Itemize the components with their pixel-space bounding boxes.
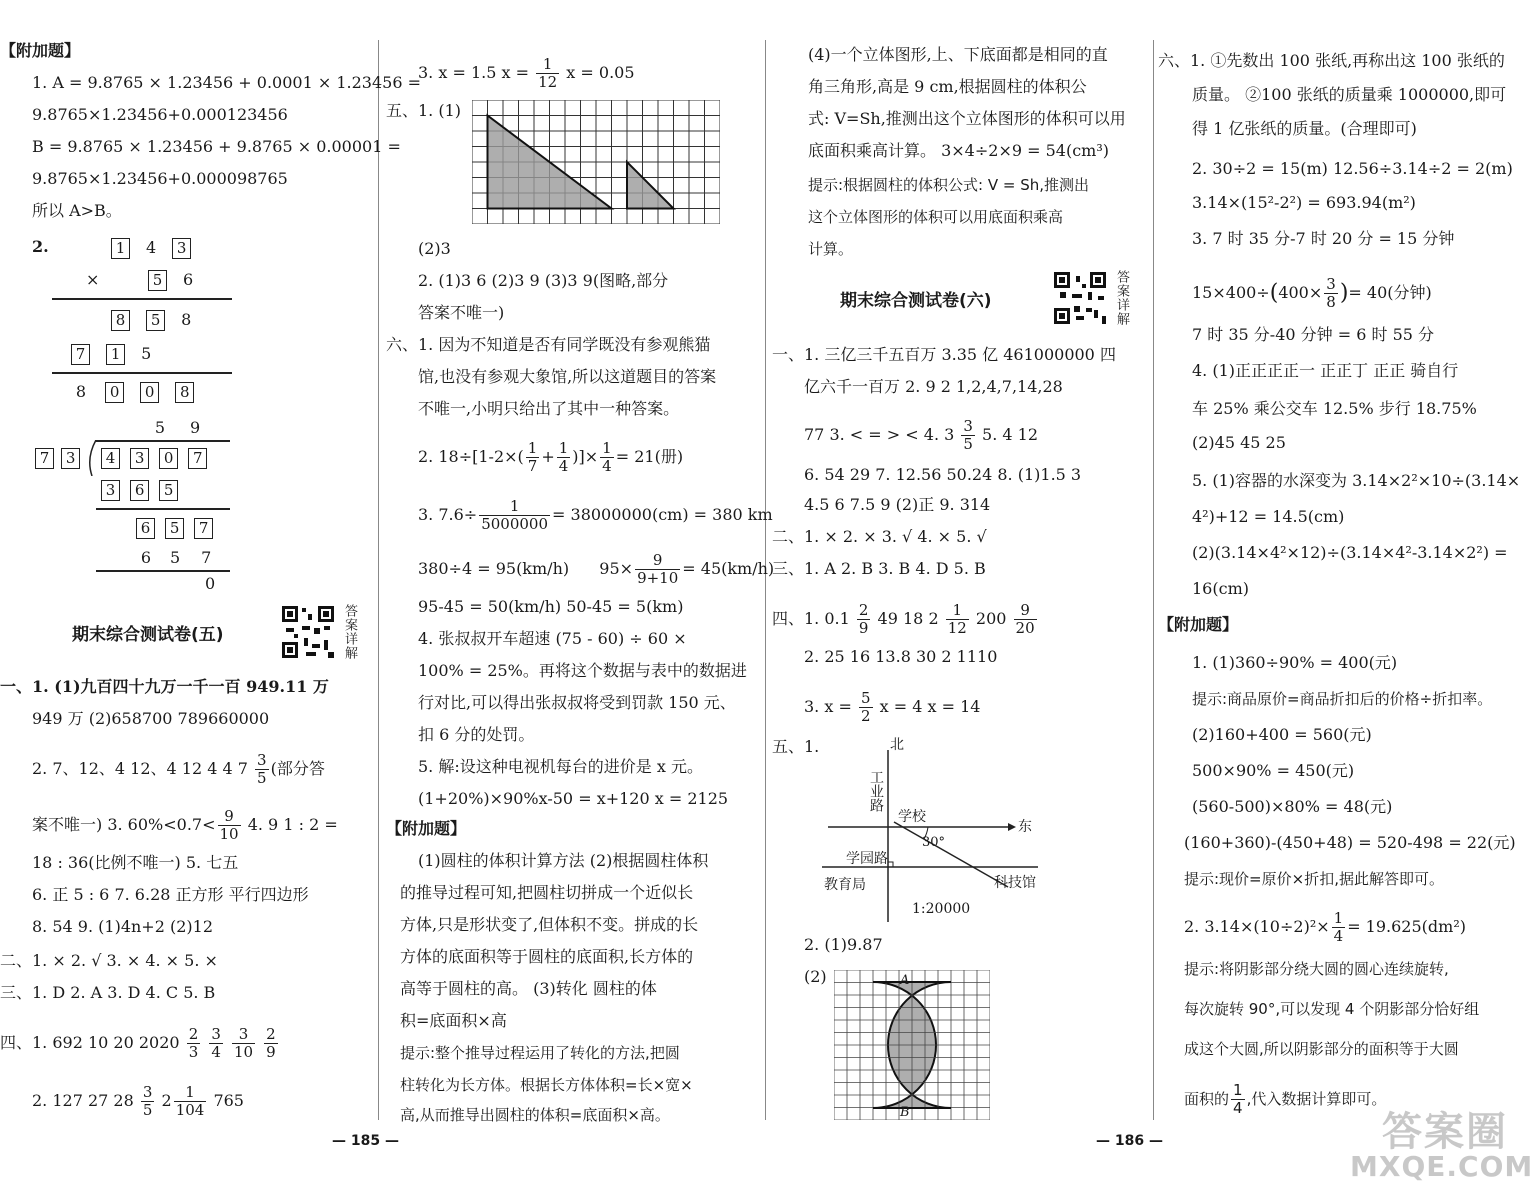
division-bracket bbox=[86, 440, 100, 476]
answer-line: 2. 25 16 13.8 30 2 1110 bbox=[804, 647, 998, 666]
map-north-label: 北 bbox=[890, 737, 904, 753]
answer-line: 车 25% 乘公交车 12.5% 步行 18.75% bbox=[1192, 399, 1477, 418]
grid-label-a: A bbox=[900, 973, 910, 988]
fraction: $\frac{9}{10}$ bbox=[219, 807, 239, 843]
text: )]× bbox=[572, 447, 599, 466]
answer-line: (1)圆柱的体积计算方法 (2)根据圆柱体积 bbox=[418, 851, 709, 870]
map-scale-label: 1:20000 bbox=[912, 901, 971, 917]
answer-line: 8. 54 9. (1)4n+2 (2)12 bbox=[32, 917, 213, 936]
answer-line: (1+20%)×90%x-50 = x+120 x = 2125 bbox=[418, 789, 729, 808]
column-3 bbox=[772, 0, 1150, 1130]
exam-title: 期末综合测试卷(六) bbox=[840, 291, 992, 311]
answer-line: (560-500)×80% = 48(元) bbox=[1192, 797, 1393, 816]
answer-line bbox=[0, 1026, 280, 1061]
answer-line: (160+360)-(450+48) = 520-498 = 22(元) bbox=[1184, 833, 1516, 852]
text: 3. x = bbox=[804, 697, 852, 716]
digit-box: 1 bbox=[111, 238, 130, 259]
map-sci-label: 科技馆 bbox=[994, 875, 1036, 891]
shaded-grid-figure bbox=[834, 970, 990, 1120]
text: = 45(km/h) bbox=[682, 559, 775, 578]
answer-line bbox=[32, 752, 325, 787]
text: 2. 3.14×(10÷2)²× bbox=[1184, 917, 1330, 936]
answer-line: 2. (1)3 6 (2)3 9 (3)3 9(图略,部分 bbox=[418, 271, 669, 290]
text: = 19.625(dm²) bbox=[1347, 917, 1466, 936]
rule bbox=[52, 298, 232, 300]
rule bbox=[96, 508, 230, 510]
text: 3. x = 1.5 x = bbox=[418, 63, 529, 82]
answer-line: (4)一个立体图形,上、下底面都是相同的直 bbox=[808, 45, 1108, 64]
text: 四、1. 692 10 20 2020 bbox=[0, 1033, 180, 1052]
hint-line bbox=[1184, 1082, 1386, 1117]
answer-line: 4. 张叔叔开车超速 (75 - 60) ÷ 60 × bbox=[418, 629, 687, 648]
text: 2 bbox=[161, 1091, 172, 1110]
digit-box: 8 bbox=[111, 310, 130, 331]
answer-line bbox=[32, 1084, 244, 1119]
answer-line: 9.8765×1.23456+0.000098765 bbox=[32, 169, 288, 188]
page-number: — 186 — bbox=[1096, 1133, 1163, 1149]
digit: 8 bbox=[75, 382, 87, 401]
answer-line bbox=[418, 498, 773, 533]
digit: 7 bbox=[201, 548, 212, 567]
page-number: — 185 — bbox=[332, 1133, 399, 1149]
hint-line: 提示:现价=原价×折扣,据此解答即可。 bbox=[1184, 870, 1444, 888]
answer-line: 5. 解:设这种电视机每台的进价是 x 元。 bbox=[418, 757, 703, 776]
digit-box: 0 bbox=[140, 382, 159, 403]
div-step1 bbox=[100, 480, 179, 501]
map-angle-label: 30° bbox=[922, 835, 946, 850]
division-bar bbox=[96, 440, 230, 442]
answer-line: 4²)+12 = 14.5(cm) bbox=[1192, 507, 1345, 526]
answer-line: 底面积乘高计算。 3×4÷2×9 = 54(cm³) bbox=[808, 141, 1109, 160]
answer-line: 16(cm) bbox=[1192, 579, 1249, 598]
fraction: $\frac{2}{9}$ bbox=[266, 1025, 276, 1061]
q2-label: 2. bbox=[32, 237, 49, 256]
digit: 8 bbox=[181, 310, 192, 329]
answer-line: 馆,也没有参观大象馆,所以这道题目的答案 bbox=[418, 367, 717, 386]
fraction: $\frac{1}{104}$ bbox=[175, 1083, 205, 1119]
hint-line: 高,从而推导出圆柱的体积=底面积×高。 bbox=[400, 1106, 670, 1124]
text: 77 3. < = > < 4. 3 bbox=[804, 425, 955, 444]
text: 2. 127 27 28 bbox=[32, 1091, 134, 1110]
text: 49 18 2 bbox=[877, 609, 939, 628]
bonus-header: 【附加题】 bbox=[1158, 615, 1239, 634]
text: 765 bbox=[213, 1091, 244, 1110]
answer-line: (2) bbox=[804, 967, 827, 986]
digit-box: 5 bbox=[146, 310, 165, 331]
digit: 5 bbox=[170, 548, 181, 567]
digit: 6 bbox=[140, 548, 152, 567]
answer-line: 1. A = 9.8765 × 1.23456 + 0.0001 × 1.23456 = bbox=[32, 73, 422, 92]
answer-line: 6. 正 5 : 6 7. 6.28 正方形 平行四边形 bbox=[32, 885, 309, 904]
fraction: $\frac{1}{12}$ bbox=[538, 55, 558, 91]
bonus-header: 【附加题】 bbox=[386, 819, 467, 838]
digit-box: 3 bbox=[61, 448, 80, 469]
text: 四、1. 0.1 bbox=[772, 609, 850, 628]
text: 3. 7.6÷ bbox=[418, 505, 478, 524]
qr-caption: 答案详解 bbox=[342, 604, 357, 660]
answer-line: 5. (1)容器的水深变为 3.14×2²×10÷(3.14× bbox=[1192, 471, 1521, 490]
digit-box: 3 bbox=[130, 448, 149, 469]
answer-line: 所以 A>B。 bbox=[32, 201, 122, 220]
qr-caption: 答案详解 bbox=[1114, 270, 1129, 326]
text: = 21(册) bbox=[615, 447, 684, 466]
answer-line: 500×90% = 450(元) bbox=[1192, 761, 1355, 780]
answer-line: 18 : 36(比例不唯一) 5. 七五 bbox=[32, 853, 239, 872]
hint-line: 成这个大圆,所以阴影部分的面积等于大圆 bbox=[1184, 1040, 1459, 1058]
answer-line: 答案不唯一) bbox=[418, 303, 505, 322]
fraction: $\frac{1}{4}$ bbox=[602, 439, 612, 475]
hint-line: 每次旋转 90°,可以发现 4 个阴影部分恰好组 bbox=[1184, 1000, 1480, 1018]
answer-line: 扣 6 分的处罚。 bbox=[418, 725, 535, 744]
mult-p2 bbox=[70, 344, 161, 365]
digit-box: 3 bbox=[101, 480, 120, 501]
digit-box: 6 bbox=[130, 480, 149, 501]
text: (部分答 bbox=[270, 759, 325, 778]
answer-line: 1. (1)360÷90% = 400(元) bbox=[1192, 653, 1398, 672]
answer-line: (2)160+400 = 560(元) bbox=[1192, 725, 1372, 744]
mult-row1 bbox=[110, 238, 192, 259]
hint-line: 柱转化为长方体。根据长方体体积=长×宽× bbox=[400, 1076, 693, 1094]
answer-line: 行对比,可以得出张叔叔将受到罚款 150 元、 bbox=[418, 693, 736, 712]
digit-box: 4 bbox=[101, 448, 120, 469]
map-edu-label: 教育局 bbox=[824, 877, 866, 893]
fraction: $\frac{1}{5000000}$ bbox=[481, 497, 549, 533]
fraction: $\frac{3}{8}$ bbox=[1326, 275, 1336, 311]
answer-line: 得 1 亿张纸的质量。(合理即可) bbox=[1192, 119, 1417, 138]
answer-line bbox=[418, 552, 774, 587]
hint-line: 计算。 bbox=[808, 240, 854, 258]
text: 95× bbox=[599, 559, 634, 578]
answer-line: 亿六千一百万 2. 9 2 1,2,4,7,14,28 bbox=[804, 377, 1063, 396]
column-1 bbox=[0, 0, 422, 1130]
div-remainder: 0 bbox=[205, 574, 216, 593]
digit-box: 3 bbox=[172, 238, 191, 259]
digit: 4 bbox=[146, 238, 157, 257]
digit-box: 0 bbox=[105, 382, 124, 403]
digit: 5 bbox=[141, 344, 152, 363]
fraction: $\frac{5}{2}$ bbox=[860, 689, 871, 725]
fraction: $\frac{3}{5}$ bbox=[142, 1083, 153, 1119]
answer-line: 9.8765×1.23456+0.000123456 bbox=[32, 105, 288, 124]
answer-line: 三、1. A 2. B 3. B 4. D 5. B bbox=[772, 559, 986, 578]
text: 380÷4 = 95(km/h) bbox=[418, 559, 570, 578]
text: 4. 9 1 : 2 = bbox=[247, 815, 338, 834]
fraction: $\frac{3}{5}$ bbox=[963, 417, 973, 453]
answer-line: 3. 7 时 35 分-7 时 20 分 = 15 分钟 bbox=[1192, 229, 1455, 248]
answer-line: 三、1. D 2. A 3. D 4. C 5. B bbox=[0, 983, 216, 1002]
rule bbox=[96, 570, 230, 572]
div-divisor bbox=[34, 448, 81, 469]
hint-line: 这个立体图形的体积可以用底面积乘高 bbox=[808, 208, 1064, 226]
digit-box: 8 bbox=[175, 382, 194, 403]
fraction: $\frac{2}{3}$ bbox=[188, 1025, 199, 1061]
answer-line: 六、1. 因为不知道是否有同学既没有参观熊猫 bbox=[386, 335, 711, 354]
watermark-site: MXQE.COM bbox=[1350, 1150, 1534, 1183]
hint-line: 提示:整个推导过程运用了转化的方法,把圆 bbox=[400, 1044, 680, 1062]
digit-box: 7 bbox=[35, 448, 54, 469]
watermark-logo: 答案圈 bbox=[1382, 1109, 1508, 1155]
answer-line: (2)45 45 25 bbox=[1192, 433, 1286, 452]
answer-line: 6. 54 29 7. 12.56 50.24 8. (1)1.5 3 bbox=[804, 465, 1082, 484]
answer-line: 积=底面积×高 bbox=[400, 1011, 507, 1030]
answer-line: 二、1. × 2. × 3. √ 4. × 5. √ bbox=[772, 527, 987, 546]
text: 2. 18÷[1-2×( bbox=[418, 447, 524, 466]
text: 200 bbox=[975, 609, 1007, 628]
answer-line: 不唯一,小明只给出了其中一种答案。 bbox=[418, 399, 680, 418]
digit-box: 6 bbox=[136, 518, 155, 539]
text: 400× bbox=[1278, 283, 1323, 302]
answer-line bbox=[32, 808, 338, 843]
answer-line: 95-45 = 50(km/h) 50-45 = 5(km) bbox=[418, 597, 684, 616]
text: x = 4 x = 14 bbox=[879, 697, 981, 716]
fraction: $\frac{1}{4}$ bbox=[558, 439, 569, 475]
digit-box: 1 bbox=[106, 344, 125, 365]
answer-line: 五、1. bbox=[772, 737, 820, 756]
answer-line: 高等于圆柱的高。 (3)转化 圆柱的体 bbox=[400, 979, 657, 998]
hint-line: 提示:将阴影部分绕大圆的圆心连续旋转, bbox=[1184, 960, 1449, 978]
text: 面积的 bbox=[1184, 1090, 1230, 1108]
mult-sum bbox=[72, 382, 195, 403]
answer-line: 六、1. ①先数出 100 张纸,再称出这 100 张纸的 bbox=[1158, 51, 1505, 70]
text: 2. 7、12、4 12、4 12 4 4 7 bbox=[32, 759, 248, 778]
answer-line bbox=[804, 690, 980, 725]
digit: 6 bbox=[183, 270, 194, 289]
digit-box: 7 bbox=[194, 518, 213, 539]
answer-line: B = 9.8765 × 1.23456 + 9.8765 × 0.00001 = bbox=[32, 137, 401, 156]
hint-line: 提示:根据圆柱的体积公式: V = Sh,推测出 bbox=[808, 176, 1090, 194]
map-east-label: 东 bbox=[1018, 819, 1032, 835]
answer-line: 一、1. (1)九百四十九万一千一百 949.11 万 bbox=[0, 677, 329, 696]
triangle-grid-figure bbox=[472, 100, 720, 224]
column-divider bbox=[378, 40, 379, 1120]
fraction: $\frac{2}{9}$ bbox=[858, 601, 869, 637]
answer-line: 二、1. × 2. √ 3. × 4. × 5. × bbox=[0, 951, 218, 970]
hint-line: 提示:商品原价=商品折扣后的价格÷折扣率。 bbox=[1192, 690, 1493, 708]
fraction: $\frac{9}{9+10}$ bbox=[637, 551, 679, 587]
answer-line: 式: V=Sh,推测出这个立体图形的体积可以用 bbox=[808, 109, 1126, 128]
text: ,代入数据计算即可。 bbox=[1246, 1090, 1387, 1108]
column-2 bbox=[382, 0, 775, 1130]
answer-line: (2)3 bbox=[418, 239, 451, 258]
text: 5. 4 12 bbox=[982, 425, 1039, 444]
fraction: $\frac{3}{5}$ bbox=[257, 751, 267, 787]
answer-line: 100% = 25%。再将这个数据与表中的数据进 bbox=[418, 661, 747, 680]
div-step2 bbox=[135, 518, 214, 539]
div-step3 bbox=[135, 548, 219, 567]
mult-times: × bbox=[86, 270, 100, 289]
answer-line: 角三角形,高是 9 cm,根据圆柱的体积公 bbox=[808, 77, 1087, 96]
answer-line bbox=[418, 56, 635, 91]
exam-title: 期末综合测试卷(五) bbox=[72, 625, 224, 645]
answer-line: 方体,只是形状变了,但体积不变。拼成的长 bbox=[400, 915, 699, 934]
digit-box: 0 bbox=[159, 448, 178, 469]
answer-line bbox=[1184, 910, 1466, 945]
answer-line: 2. 18÷[1-2×( $\frac{1}{7}$ + $\frac{1}{4}$ )]× $\frac{1}{4}$ = 21(册) bbox=[418, 439, 684, 475]
answer-line: (2)(3.14×4²×12)÷(3.14×4²-3.14×2²) = bbox=[1192, 543, 1508, 562]
text: 15×400÷ bbox=[1192, 283, 1270, 302]
map-road-label: 工业路 bbox=[868, 770, 884, 812]
answer-line: 的推导过程可知,把圆柱切拼成一个近似长 bbox=[400, 883, 694, 902]
digit-box: 5 bbox=[165, 518, 184, 539]
column-divider bbox=[1153, 40, 1154, 1120]
bonus-header: 【附加题】 bbox=[0, 41, 81, 60]
map-school-label: 学校 bbox=[898, 809, 926, 825]
fraction: $\frac{9}{20}$ bbox=[1015, 601, 1035, 637]
fraction: $\frac{1}{4}$ bbox=[1333, 909, 1344, 945]
answer-line bbox=[804, 418, 1038, 453]
div-dividend bbox=[100, 448, 208, 469]
mult-row2 bbox=[147, 270, 203, 291]
answer-line: 4. (1)正正正正一 正正丁 正正 骑自行 bbox=[1192, 361, 1459, 380]
answer-line: 4.5 6 7.5 9 (2)正 9. 314 bbox=[804, 495, 991, 514]
text: = 40(分钟) bbox=[1348, 283, 1432, 302]
column-4 bbox=[1158, 0, 1530, 1130]
qr-code-icon[interactable] bbox=[280, 604, 336, 660]
text: 案不唯一) 3. 60%<0.7< bbox=[32, 815, 216, 834]
rule bbox=[52, 372, 232, 374]
fraction: $\frac{1}{12}$ bbox=[947, 601, 967, 637]
answer-line bbox=[772, 602, 1039, 637]
digit-box: 5 bbox=[148, 270, 167, 291]
mult-p1 bbox=[110, 310, 201, 331]
digit: 5 bbox=[154, 418, 166, 437]
answer-line: 2. (1)9.87 bbox=[804, 935, 883, 954]
div-quotient bbox=[145, 418, 210, 437]
fraction: $\frac{3}{4}$ bbox=[211, 1025, 221, 1061]
answer-line: 7 时 35 分-40 分钟 = 6 时 55 分 bbox=[1192, 325, 1435, 344]
digit-box: 7 bbox=[188, 448, 207, 469]
answer-line: 一、1. 三亿三千五百万 3.35 亿 461000000 四 bbox=[772, 345, 1116, 364]
answer-line: 方体的底面积等于圆柱的底面积,长方体的 bbox=[400, 947, 694, 966]
qr-code-icon[interactable] bbox=[1052, 270, 1108, 326]
answer-line: 3.14×(15²-2²) = 693.94(m²) bbox=[1192, 193, 1416, 212]
answer-line: 五、1. (1) bbox=[386, 101, 462, 120]
answer-line: 15×400÷(400× $\frac{3}{8}$ )= 40(分钟) bbox=[1192, 275, 1432, 311]
answer-line: 2. 30÷2 = 15(m) 12.56÷3.14÷2 = 2(m) bbox=[1192, 159, 1513, 178]
digit-box: 5 bbox=[159, 480, 178, 501]
digit-box: 7 bbox=[71, 344, 90, 365]
map-road-label: 学园路 bbox=[846, 851, 888, 867]
grid-label-b: B bbox=[900, 1105, 910, 1120]
answer-line: 质量。 ②100 张纸的质量乘 1000000,即可 bbox=[1192, 85, 1507, 104]
fraction: $\frac{1}{7}$ bbox=[527, 439, 538, 475]
text: = 38000000(cm) = 380 km bbox=[552, 505, 773, 524]
fraction: $\frac{3}{10}$ bbox=[233, 1025, 254, 1061]
text: x = 0.05 bbox=[566, 63, 635, 82]
answer-line: 949 万 (2)658700 789660000 bbox=[32, 709, 270, 728]
digit: 9 bbox=[190, 418, 201, 437]
fraction: $\frac{1}{4}$ bbox=[1233, 1081, 1243, 1117]
